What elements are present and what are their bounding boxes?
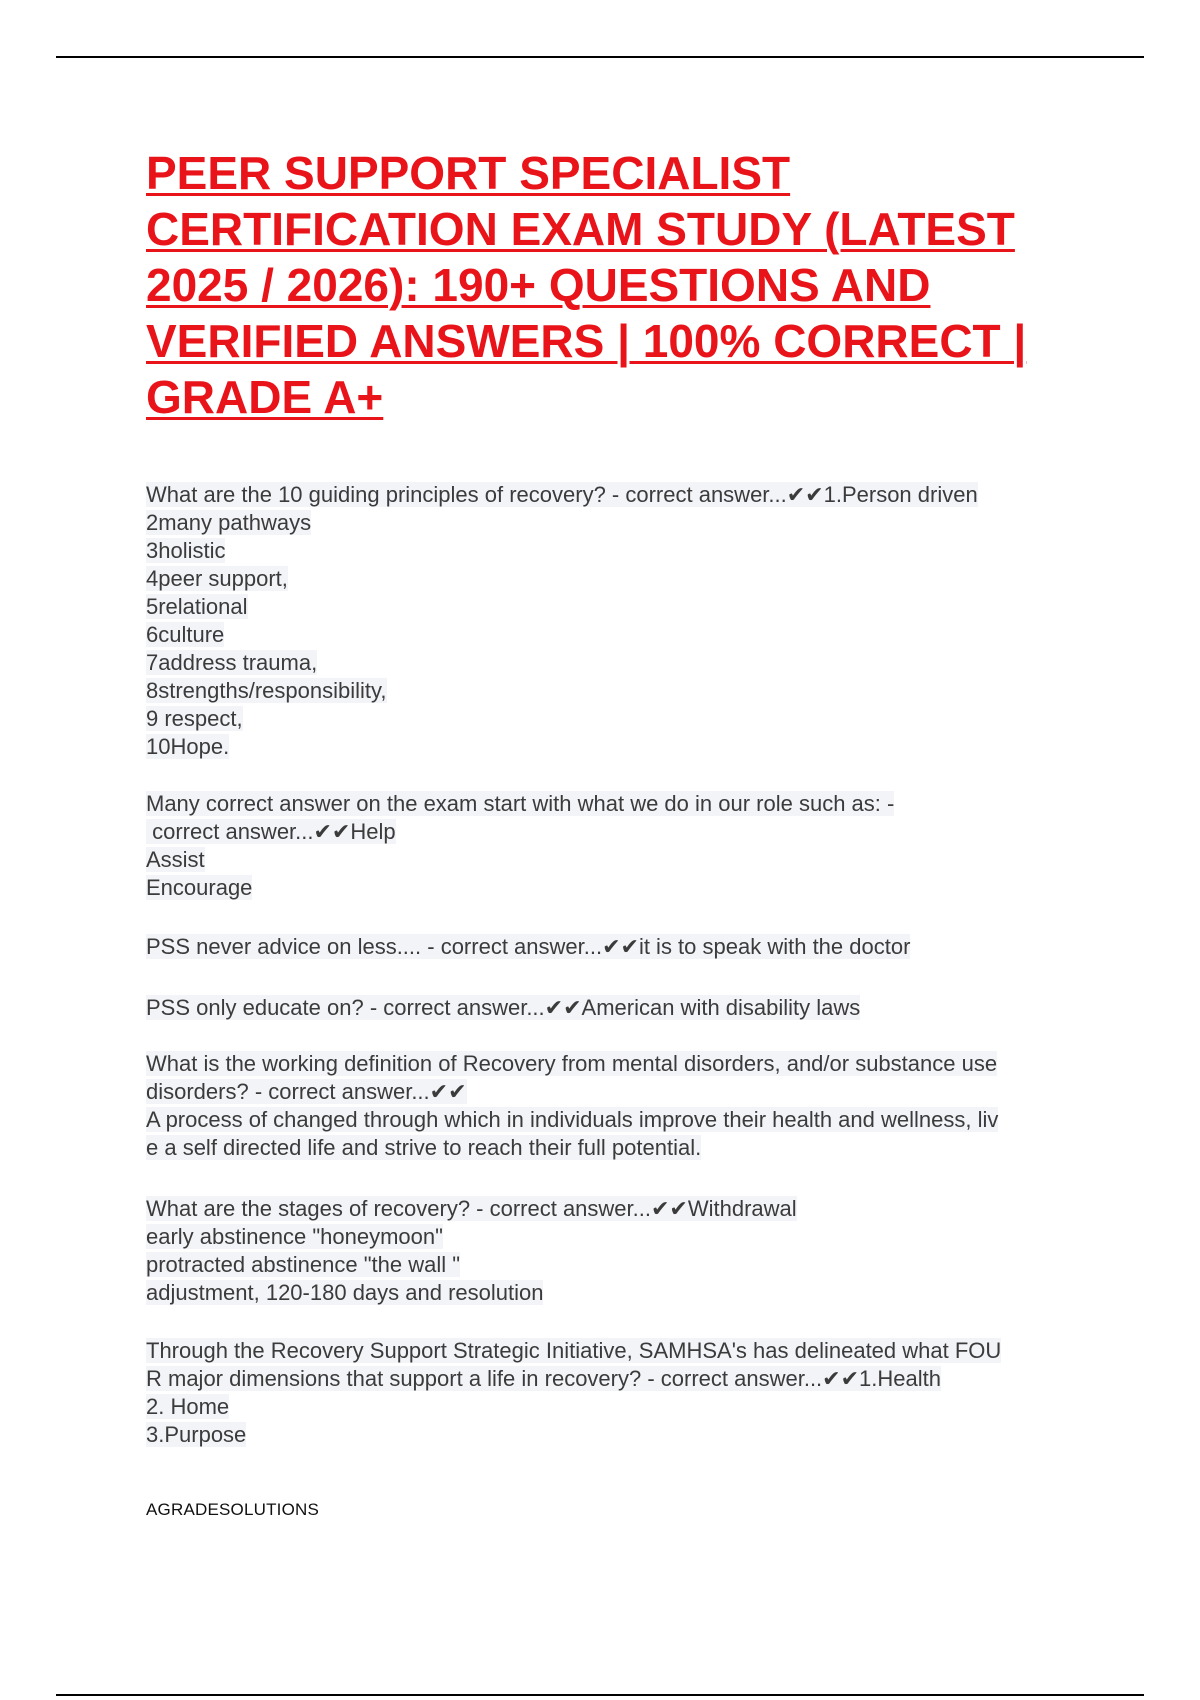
qa-line: protracted abstinence "the wall ": [146, 1252, 461, 1277]
qa-line: Assist: [146, 847, 205, 872]
qa-item-2: [146, 790, 1096, 902]
qa-line: 4peer support,: [146, 566, 288, 591]
qa-line: 5relational: [146, 594, 248, 619]
qa-item-3: [146, 933, 1096, 961]
qa-item-5: [146, 1050, 1096, 1162]
footer-brand: AGRADESOLUTIONS: [146, 1500, 320, 1519]
qa-line: 2. Home: [146, 1394, 230, 1419]
top-rule: [56, 56, 1144, 58]
qa-line: e a self directed life and strive to reach their full potential.: [146, 1135, 702, 1160]
qa-line: 2many pathways: [146, 510, 312, 535]
qa-item-1: [146, 481, 1096, 761]
qa-line: PSS only educate on? - correct answer...✔✔American with disability laws: [146, 995, 861, 1020]
qa-line: adjustment, 120-180 days and resolution: [146, 1280, 544, 1305]
qa-line: early abstinence "honeymoon": [146, 1224, 443, 1249]
bottom-rule: [56, 1694, 1144, 1696]
qa-line: 3.Purpose: [146, 1422, 247, 1447]
qa-line: What are the stages of recovery? - correct answer...✔✔Withdrawal: [146, 1196, 797, 1221]
qa-line: 7address trauma,: [146, 650, 318, 675]
qa-line: 6culture: [146, 622, 225, 647]
qa-item-6: [146, 1195, 1096, 1307]
qa-line: Encourage: [146, 875, 253, 900]
qa-line: A process of changed through which in individuals improve their health and wellness, liv: [146, 1107, 999, 1132]
qa-line: 9 respect,: [146, 706, 243, 731]
qa-line: 8strengths/responsibility,: [146, 678, 387, 703]
qa-line: correct answer...✔✔Help: [146, 819, 396, 844]
qa-line: R major dimensions that support a life in recovery? - correct answer...✔✔1.Health: [146, 1366, 941, 1391]
qa-item-7: [146, 1337, 1096, 1449]
qa-item-4: [146, 994, 1096, 1022]
qa-line: Through the Recovery Support Strategic Initiative, SAMHSA's has delineated what FOU: [146, 1338, 1002, 1363]
qa-line: What are the 10 guiding principles of recovery? - correct answer...✔✔1.Person driven: [146, 482, 978, 507]
qa-line: 3holistic: [146, 538, 226, 563]
qa-line: PSS never advice on less.... - correct answer...✔✔it is to speak with the doctor: [146, 934, 911, 959]
qa-line: 10Hope.: [146, 734, 230, 759]
qa-line: Many correct answer on the exam start with what we do in our role such as: -: [146, 791, 895, 816]
document-title: PEER SUPPORT SPECIALIST CERTIFICATION EXAM STUDY (LATEST 2025 / 2026): 190+ QUESTIONS AND VERIFIED ANSWERS | 100% CORRECT | GRADE A+: [146, 147, 1027, 423]
qa-line: disorders? - correct answer...✔✔: [146, 1079, 467, 1104]
qa-line: What is the working definition of Recovery from mental disorders, and/or substance use: [146, 1051, 998, 1076]
